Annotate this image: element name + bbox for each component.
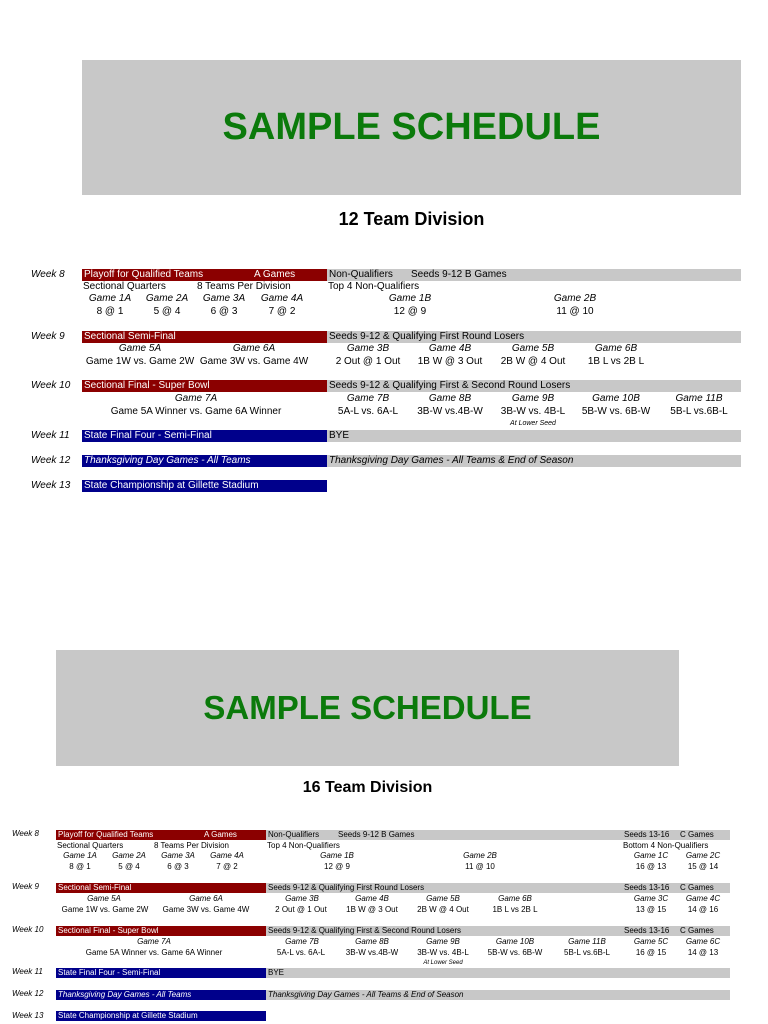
game-label: Game 1A <box>88 293 132 304</box>
game-label: Game 6A <box>232 343 276 354</box>
bar-label: Non-Qualifiers <box>329 269 393 280</box>
game-label: Game 10B <box>495 937 535 946</box>
bar-label: State Final Four - Semi-Final <box>84 430 212 441</box>
game-label: Game 4C <box>685 894 721 903</box>
game-label: Game 3A <box>161 851 195 860</box>
score: 8 @ 1 <box>69 862 91 871</box>
matchup: 5B-W vs. 6B-W <box>581 406 651 417</box>
score: 13 @ 15 <box>635 905 667 914</box>
bar-label: State Championship at Gillette Stadium <box>58 1011 198 1020</box>
championship-bar <box>82 480 327 492</box>
game-label: Game 2A <box>112 851 146 860</box>
bar-label: BYE <box>268 968 285 977</box>
bar-label: C Games <box>680 926 714 935</box>
game-label: Game 1A <box>63 851 97 860</box>
teams-per-division-label: 8 Teams Per Division <box>197 281 291 292</box>
score: 16 @ 13 <box>635 862 667 871</box>
bar-label: Seeds 9-12 & Qualifying First & Second Round Losers <box>268 926 461 935</box>
matchup: 3B-W vs. 4B-L <box>500 406 566 417</box>
super-bowl-bar <box>56 926 266 936</box>
bar-label: State Championship at Gillette Stadium <box>84 480 259 491</box>
matchup: 5A-L vs. 6A-L <box>337 406 399 417</box>
sectional-quarters-label: Sectional Quarters <box>83 281 166 292</box>
game-label: Game 4A <box>210 851 244 860</box>
final-four-bar <box>56 968 266 978</box>
division-subtitle: 16 Team Division <box>302 779 433 796</box>
score: 7 @ 2 <box>216 862 238 871</box>
week-label: Week 11 <box>31 430 70 441</box>
semi-final-bar <box>82 331 327 343</box>
thanksgiving-end-bar <box>266 990 730 1000</box>
game-label: Game 6B <box>498 894 532 903</box>
game-label: Game 4A <box>260 293 304 304</box>
bar-label: Sectional Semi-Final <box>58 883 132 892</box>
bar-label: Seeds 9-12 B Games <box>411 269 507 280</box>
non-qualifier-bar <box>327 269 741 281</box>
week-label: Week 12 <box>31 455 71 466</box>
lower-seed-note: At Lower Seed <box>510 420 556 427</box>
game-label: Game 2B <box>553 293 597 304</box>
score: 11 @ 10 <box>465 862 495 871</box>
matchup: 2B W @ 4 Out <box>417 905 469 914</box>
schedule-title: SAMPLE SCHEDULE <box>203 689 532 726</box>
bye-bar <box>327 430 741 442</box>
score: 5 @ 4 <box>118 862 140 871</box>
bar-label: Thanksgiving Day Games - All Teams <box>84 455 251 466</box>
game-label: Game 5B <box>511 343 555 354</box>
game-label: Game 5B <box>426 894 460 903</box>
score: 15 @ 14 <box>687 862 719 871</box>
matchup: 2 Out @ 1 Out <box>275 905 327 914</box>
score: 14 @ 16 <box>687 905 719 914</box>
week-label: Week 13 <box>12 1011 44 1020</box>
score: 16 @ 15 <box>635 948 667 957</box>
matchup: 2 Out @ 1 Out <box>335 356 401 367</box>
score: 12 @ 9 <box>324 862 350 871</box>
game-label: Game 6B <box>594 343 638 354</box>
score: 7 @ 2 <box>268 306 296 317</box>
bar-label: Thanksgiving Day Games - All Teams & End of Season <box>268 990 464 999</box>
game-label: Game 11B <box>675 393 723 404</box>
matchup: Game 1W vs. Game 2W <box>85 356 195 367</box>
bar-label: Seeds 9-12 & Qualifying First Round Losers <box>329 331 525 342</box>
score: 12 @ 9 <box>393 306 427 317</box>
bar-label: Seeds 13-16 <box>624 883 670 892</box>
game-label: Game 3B <box>285 894 319 903</box>
score: 6 @ 3 <box>167 862 189 871</box>
bar-label: State Final Four - Semi-Final <box>58 968 161 977</box>
thanksgiving-bar <box>56 990 266 1000</box>
seeds-bar <box>327 331 741 343</box>
matchup: 1B L vs 2B L <box>492 905 538 914</box>
game-label: Game 6A <box>189 894 223 903</box>
bar-label: A Games <box>204 830 237 839</box>
game-label: Game 7A <box>137 937 171 946</box>
week-label: Week 9 <box>12 882 39 891</box>
playoff-bar <box>82 269 327 281</box>
game-label: Game 3C <box>633 894 669 903</box>
score: 11 @ 10 <box>556 306 594 317</box>
game-label: Game 3A <box>202 293 246 304</box>
semi-final-bar <box>56 883 266 893</box>
bar-label: C Games <box>680 830 714 839</box>
division-subtitle: 12 Team Division <box>338 209 485 229</box>
game-label: Game 7B <box>346 393 390 404</box>
seeds-bar <box>327 380 741 392</box>
matchup: 1B L vs 2B L <box>587 356 645 367</box>
score: 6 @ 3 <box>210 306 238 317</box>
schedule-banner-12 <box>82 60 741 195</box>
matchup: Game 3W vs. Game 4W <box>162 905 250 914</box>
bar-label: Seeds 9-12 & Qualifying First Round Losers <box>268 883 425 892</box>
matchup: 5B-L vs.6B-L <box>564 948 610 957</box>
matchup: Game 3W vs. Game 4W <box>199 356 309 367</box>
week-label: Week 10 <box>31 380 71 391</box>
week-label: Week 10 <box>12 925 44 934</box>
game-label: Game 7A <box>174 393 218 404</box>
bar-label: Playoff for Qualified Teams <box>58 830 154 839</box>
matchup: Game 5A Winner vs. Game 6A Winner <box>110 406 282 417</box>
championship-bar <box>56 1011 266 1021</box>
matchup: 1B W @ 3 Out <box>417 356 483 367</box>
schedule-banner-16 <box>56 650 679 766</box>
bottom4-label: Bottom 4 Non-Qualifiers <box>623 841 709 850</box>
sectional-quarters-label: Sectional Quarters <box>57 841 124 850</box>
matchup: Game 1W vs. Game 2W <box>61 905 149 914</box>
week-label: Week 8 <box>12 829 39 838</box>
game-label: Game 2B <box>463 851 497 860</box>
game-label: Game 3B <box>346 343 390 354</box>
matchup: 5B-L vs.6B-L <box>670 406 728 417</box>
game-label: Game 1B <box>320 851 354 860</box>
matchup: 5B-W vs. 6B-W <box>487 948 543 957</box>
game-label: Game 1C <box>633 851 669 860</box>
week-label: Week 9 <box>31 331 65 342</box>
seeds-c-bar <box>622 883 730 893</box>
game-label: Game 4B <box>428 343 472 354</box>
week-label: Week 13 <box>31 480 71 491</box>
game-label: Game 6C <box>685 937 721 946</box>
playoff-bar <box>56 830 266 840</box>
bar-label: Seeds 9-12 B Games <box>338 830 415 839</box>
matchup: 3B-W vs.4B-W <box>345 948 399 957</box>
game-label: Game 5A <box>87 894 121 903</box>
seeds-bar <box>266 926 622 936</box>
bar-label: Non-Qualifiers <box>268 830 320 839</box>
bar-label: Sectional Semi-Final <box>84 331 176 342</box>
lower-seed-note: At Lower Seed <box>423 960 463 966</box>
bar-label: Seeds 13-16 <box>624 830 670 839</box>
bar-label: A Games <box>254 269 296 280</box>
matchup: 5A-L vs. 6A-L <box>276 948 326 957</box>
bar-label: Thanksgiving Day Games - All Teams <box>58 990 192 999</box>
bar-label: Sectional Final - Super Bowl <box>58 926 159 935</box>
week-label: Week 8 <box>31 269 65 280</box>
week-label: Week 11 <box>12 967 43 976</box>
week-label: Week 12 <box>12 989 44 998</box>
game-label: Game 1B <box>388 293 432 304</box>
bar-label: BYE <box>329 430 350 441</box>
bar-label: Playoff for Qualified Teams <box>84 269 204 280</box>
game-label: Game 9B <box>511 393 555 404</box>
matchup: Game 5A Winner vs. Game 6A Winner <box>85 948 223 957</box>
teams-per-division-label: 8 Teams Per Division <box>154 841 229 850</box>
game-label: Game 5A <box>118 343 162 354</box>
bar-label: Seeds 9-12 & Qualifying First & Second Round Losers <box>329 380 571 391</box>
game-label: Game 2C <box>685 851 721 860</box>
schedule-title: SAMPLE SCHEDULE <box>222 106 601 148</box>
bar-label: Sectional Final - Super Bowl <box>84 380 210 391</box>
non-qualifier-bar <box>266 830 622 840</box>
game-label: Game 8B <box>355 937 389 946</box>
bye-bar <box>266 968 730 978</box>
matchup: 2B W @ 4 Out <box>500 356 566 367</box>
game-label: Game 9B <box>426 937 460 946</box>
game-label: Game 2A <box>145 293 189 304</box>
score: 14 @ 13 <box>687 948 719 957</box>
thanksgiving-bar <box>82 455 327 467</box>
top4-label: Top 4 Non-Qualifiers <box>267 841 340 850</box>
game-label: Game 8B <box>428 393 472 404</box>
matchup: 1B W @ 3 Out <box>346 905 398 914</box>
game-label: Game 7B <box>285 937 319 946</box>
super-bowl-bar <box>82 380 327 392</box>
matchup: 3B-W vs.4B-W <box>417 406 483 417</box>
score: 5 @ 4 <box>153 306 181 317</box>
game-label: Game 4B <box>355 894 389 903</box>
game-label: Game 10B <box>592 393 640 404</box>
game-label: Game 11B <box>568 937 606 946</box>
top4-label: Top 4 Non-Qualifiers <box>328 281 420 292</box>
game-label: Game 5C <box>633 937 669 946</box>
bar-label: C Games <box>680 883 714 892</box>
final-four-bar <box>82 430 327 442</box>
bar-label: Thanksgiving Day Games - All Teams & End of Season <box>329 455 574 466</box>
score: 8 @ 1 <box>96 306 124 317</box>
seeds-c-bar <box>622 830 730 840</box>
seeds-bar <box>266 883 622 893</box>
bar-label: Seeds 13-16 <box>624 926 670 935</box>
seeds-c-bar <box>622 926 730 936</box>
matchup: 3B-W vs. 4B-L <box>417 948 469 957</box>
thanksgiving-end-bar <box>327 455 741 467</box>
